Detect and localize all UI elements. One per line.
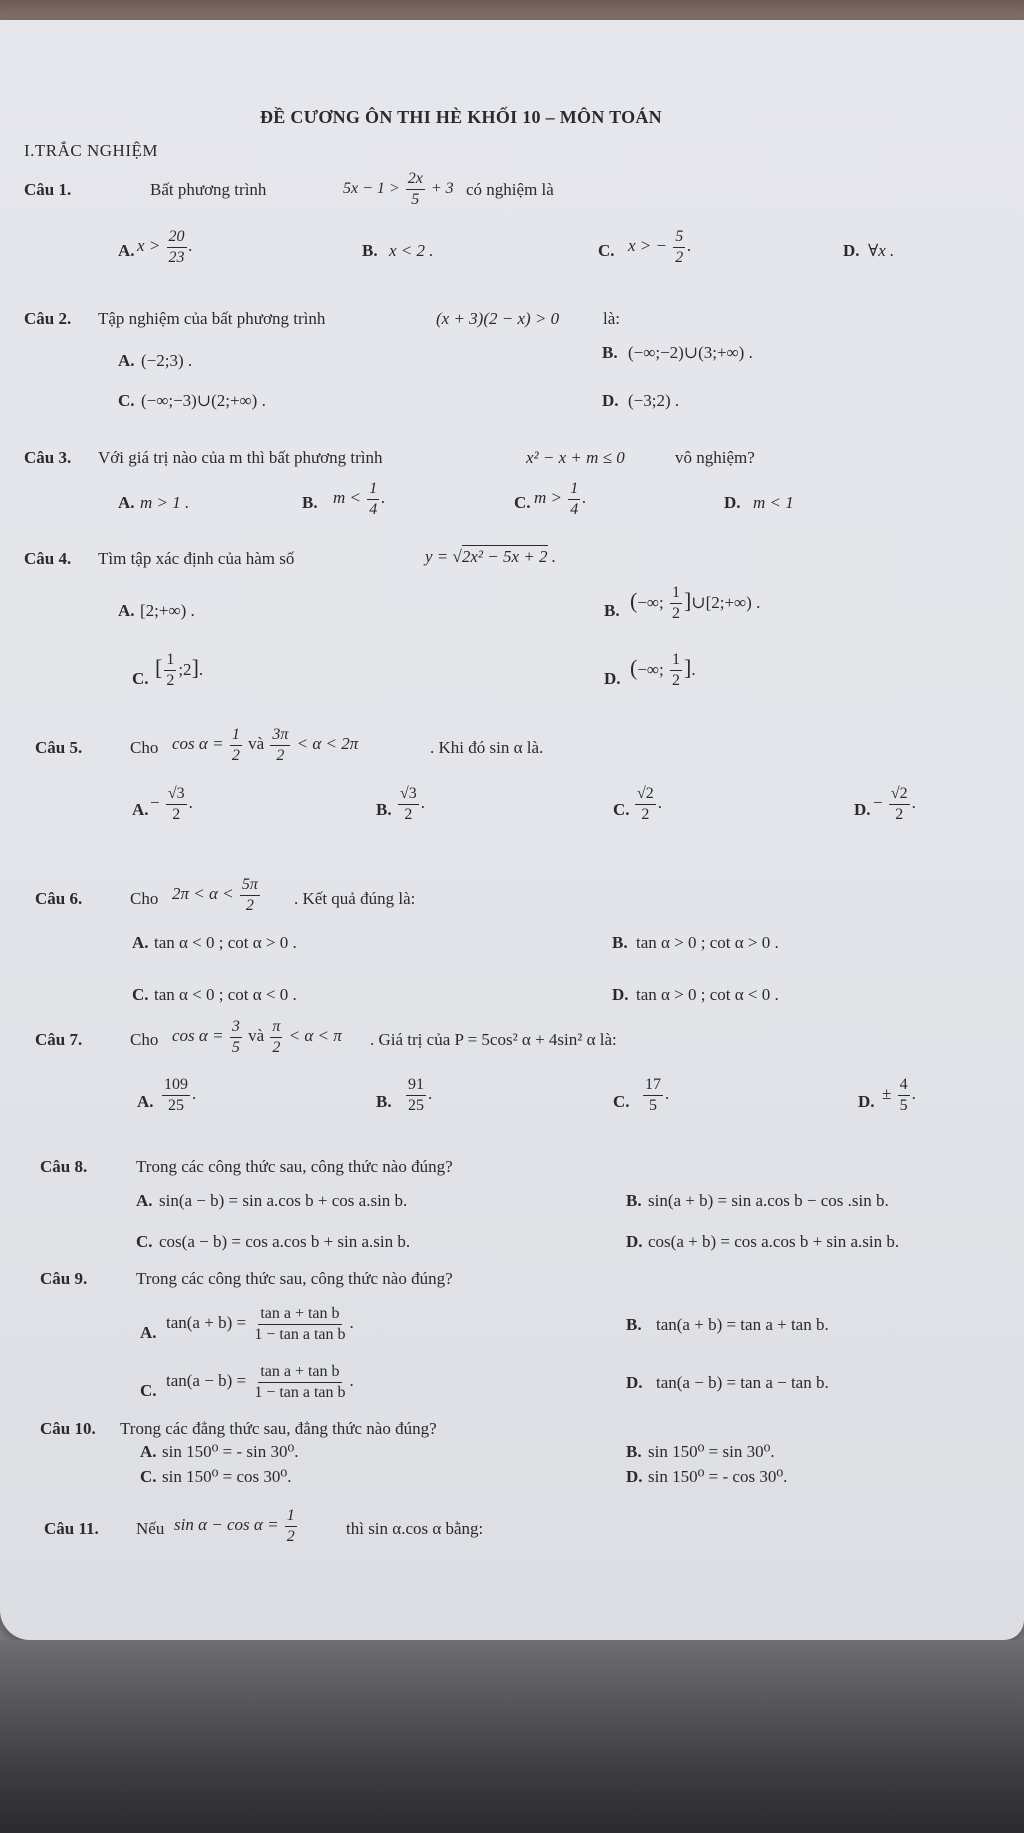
question-8-answer-d: cos(a + b) = cos a.cos b + sin a.sin b. — [648, 1232, 900, 1251]
question-8-answer-c: cos(a − b) = cos a.cos b + sin a.sin b. — [159, 1232, 411, 1251]
question-3-answer-c: m > $\frac{1}{4}$ . — [534, 480, 587, 518]
question-8-answer-a: sin(a − b) = sin a.cos b + cos a.sin b. — [159, 1191, 408, 1210]
question-10-answer-a: sin 150⁰ = - sin 30⁰. — [162, 1442, 299, 1461]
question-2-option-c: C. — [118, 391, 135, 410]
question-9-option-c: C. — [140, 1381, 157, 1400]
question-6-answer-c: tan α < 0 ; cot α < 0 . — [154, 985, 297, 1004]
question-1-option-a: A. — [118, 241, 135, 260]
question-9-option-d: D. — [626, 1373, 643, 1392]
question-2-label: Câu 2. — [24, 309, 72, 328]
question-9-answer-d: tan(a − b) = tan a − tan b. — [656, 1373, 829, 1392]
question-10-option-d: D. — [626, 1467, 643, 1486]
question-5-answer-c: $\frac{√2}{2}$ . — [637, 785, 663, 823]
question-4-option-d: D. — [604, 669, 621, 688]
question-5-answer-a: − $\frac{√3}{2}$ . — [150, 785, 193, 823]
question-9-answer-b: tan(a + b) = tan a + tan b. — [656, 1315, 829, 1334]
question-9-option-b: B. — [626, 1315, 642, 1334]
question-2-answer-a: (−2;3) . — [141, 351, 193, 370]
question-8-text: Trong các công thức sau, công thức nào đúng? — [136, 1157, 453, 1176]
question-10-text: Trong các đẳng thức sau, đẳng thức nào đúng? — [120, 1419, 437, 1438]
question-5-option-b: B. — [376, 800, 392, 819]
question-1-answer-d: ∀x . — [868, 241, 895, 260]
question-4-answer-a: [2;+∞) . — [140, 601, 195, 620]
question-3-answer-a: m > 1 . — [140, 493, 190, 512]
question-3-option-c: C. — [514, 493, 531, 512]
question-6-option-d: D. — [612, 985, 629, 1004]
question-10-label: Câu 10. — [40, 1419, 96, 1438]
question-5-label: Câu 5. — [35, 738, 83, 757]
question-7-option-d: D. — [858, 1092, 875, 1111]
question-7-tail: . Giá trị của P = 5cos² α + 4sin² α là: — [370, 1030, 617, 1049]
question-5-tail: . Khi đó sin α là. — [430, 738, 544, 757]
question-7-math: cos α = $\frac{3}{5}$ và $\frac{\pi}{2}$ < α < π — [172, 1018, 342, 1056]
question-1-answer-b: x < 2 . — [389, 241, 434, 260]
question-5-option-a: A. — [132, 800, 149, 819]
question-7-option-b: B. — [376, 1092, 392, 1111]
question-7-answer-c: $\frac{17}{5}$ . — [645, 1076, 670, 1114]
question-4-option-a: A. — [118, 601, 135, 620]
question-10-answer-b: sin 150⁰ = sin 30⁰. — [648, 1442, 775, 1461]
question-5-option-d: D. — [854, 800, 871, 819]
question-8-label: Câu 8. — [40, 1157, 88, 1176]
question-4-label: Câu 4. — [24, 549, 72, 568]
question-3-text: Với giá trị nào của m thì bất phương trình — [98, 448, 383, 467]
question-5-text: Cho — [130, 738, 159, 757]
question-2-answer-c: (−∞;−3)∪(2;+∞) . — [141, 391, 266, 410]
question-11-label: Câu 11. — [44, 1519, 99, 1538]
question-11-text: Nếu — [136, 1519, 165, 1538]
question-1-option-c: C. — [598, 241, 615, 260]
question-2-answer-b: (−∞;−2)∪(3;+∞) . — [628, 343, 753, 362]
question-1-answer-a: x > $\frac{20}{23}$ . — [137, 228, 193, 266]
question-6-answer-a: tan α < 0 ; cot α > 0 . — [154, 933, 297, 952]
question-9-answer-a: tan(a + b) = $\frac{\text{tan a + tan b}}{\text{1 − tan a tan b}}$ . — [166, 1305, 354, 1343]
question-7-option-a: A. — [137, 1092, 154, 1111]
question-6-label: Câu 6. — [35, 889, 83, 908]
question-5-math: cos α = $\frac{1}{2}$ và $\frac{3\pi}{2}$ < α < 2π — [172, 726, 359, 764]
question-8-option-a: A. — [136, 1191, 153, 1210]
question-6-option-a: A. — [132, 933, 149, 952]
question-1-option-b: B. — [362, 241, 378, 260]
question-1-label: Câu 1. — [24, 180, 72, 199]
question-9-option-a: A. — [140, 1323, 157, 1342]
question-3-answer-b: m < $\frac{1}{4}$ . — [333, 480, 386, 518]
question-4-answer-b: (−∞; $\frac{1}{2}$ ]∪[2;+∞) . — [630, 584, 761, 622]
question-8-option-b: B. — [626, 1191, 642, 1210]
question-9-text: Trong các công thức sau, công thức nào đúng? — [136, 1269, 453, 1288]
question-4-answer-d: (−∞; $\frac{1}{2}$ ]. — [630, 651, 696, 689]
question-10-answer-c: sin 150⁰ = cos 30⁰. — [162, 1467, 292, 1486]
section-heading: I.TRẮC NGHIỆM — [24, 141, 158, 160]
question-6-tail: . Kết quả đúng là: — [294, 889, 416, 908]
question-10-option-a: A. — [140, 1442, 157, 1461]
question-7-answer-a: $\frac{109}{25}$ . — [164, 1076, 197, 1114]
question-10-option-c: C. — [140, 1467, 157, 1486]
question-9-answer-c: tan(a − b) = $\frac{\text{tan a + tan b}}{\text{1 − tan a tan b}}$ . — [166, 1363, 354, 1401]
question-7-answer-d: ± $\frac{4}{5}$ . — [882, 1076, 916, 1114]
question-1-answer-c: x > − $\frac{5}{2}$ . — [628, 228, 692, 266]
question-5-answer-d: − $\frac{√2}{2}$ . — [873, 785, 916, 823]
question-9-label: Câu 9. — [40, 1269, 88, 1288]
question-4-option-b: B. — [604, 601, 620, 620]
question-8-answer-b: sin(a + b) = sin a.cos b − cos .sin b. — [648, 1191, 889, 1210]
question-10-answer-d: sin 150⁰ = - cos 30⁰. — [648, 1467, 788, 1486]
question-4-text: Tìm tập xác định của hàm số — [98, 549, 295, 568]
question-6-text: Cho — [130, 889, 159, 908]
question-7-text: Cho — [130, 1030, 159, 1049]
question-2-math: (x + 3)(2 − x) > 0 — [436, 309, 560, 328]
question-2-option-a: A. — [118, 351, 135, 370]
question-6-math: 2π < α < $\frac{5\pi}{2}$ — [172, 876, 258, 914]
question-4-math: y = √2x² − 5x + 2 . — [425, 547, 556, 566]
question-10-option-b: B. — [626, 1442, 642, 1461]
question-3-option-a: A. — [118, 493, 135, 512]
question-2-option-b: B. — [602, 343, 618, 362]
question-2-tail: là: — [603, 309, 620, 328]
question-4-answer-c: [ $\frac{1}{2}$ ;2]. — [155, 651, 204, 689]
question-7-option-c: C. — [613, 1092, 630, 1111]
question-2-text: Tập nghiệm của bất phương trình — [98, 309, 326, 328]
question-6-answer-d: tan α > 0 ; cot α < 0 . — [636, 985, 779, 1004]
question-8-option-c: C. — [136, 1232, 153, 1251]
question-7-label: Câu 7. — [35, 1030, 83, 1049]
question-8-option-d: D. — [626, 1232, 643, 1251]
question-3-option-d: D. — [724, 493, 741, 512]
question-5-answer-b: $\frac{√3}{2}$ . — [400, 785, 426, 823]
question-1-math: 5x − 1 > $\frac{2x}{5}$ + 3 — [343, 170, 454, 208]
question-11-tail: thì sin α.cos α bằng: — [346, 1519, 484, 1538]
question-4-option-c: C. — [132, 669, 149, 688]
question-3-label: Câu 3. — [24, 448, 72, 467]
question-6-answer-b: tan α > 0 ; cot α > 0 . — [636, 933, 779, 952]
question-1-text: Bất phương trình — [150, 180, 267, 199]
question-6-option-b: B. — [612, 933, 628, 952]
question-5-option-c: C. — [613, 800, 630, 819]
photo-bottom-background — [0, 1640, 1024, 1833]
question-3-math: x² − x + m ≤ 0 — [526, 448, 625, 467]
question-3-answer-d: m < 1 — [753, 493, 794, 512]
question-1-tail: có nghiệm là — [466, 180, 554, 199]
page-title: ĐỀ CƯƠNG ÔN THI HÈ KHỐI 10 – MÔN TOÁN — [260, 107, 662, 127]
question-3-option-b: B. — [302, 493, 318, 512]
question-6-option-c: C. — [132, 985, 149, 1004]
question-1-option-d: D. — [843, 241, 860, 260]
question-2-answer-d: (−3;2) . — [628, 391, 680, 410]
question-3-tail: vô nghiệm? — [675, 448, 755, 467]
question-2-option-d: D. — [602, 391, 619, 410]
question-7-answer-b: $\frac{91}{25}$ . — [408, 1076, 433, 1114]
question-11-math: sin α − cos α = $\frac{1}{2}$ — [174, 1507, 295, 1545]
